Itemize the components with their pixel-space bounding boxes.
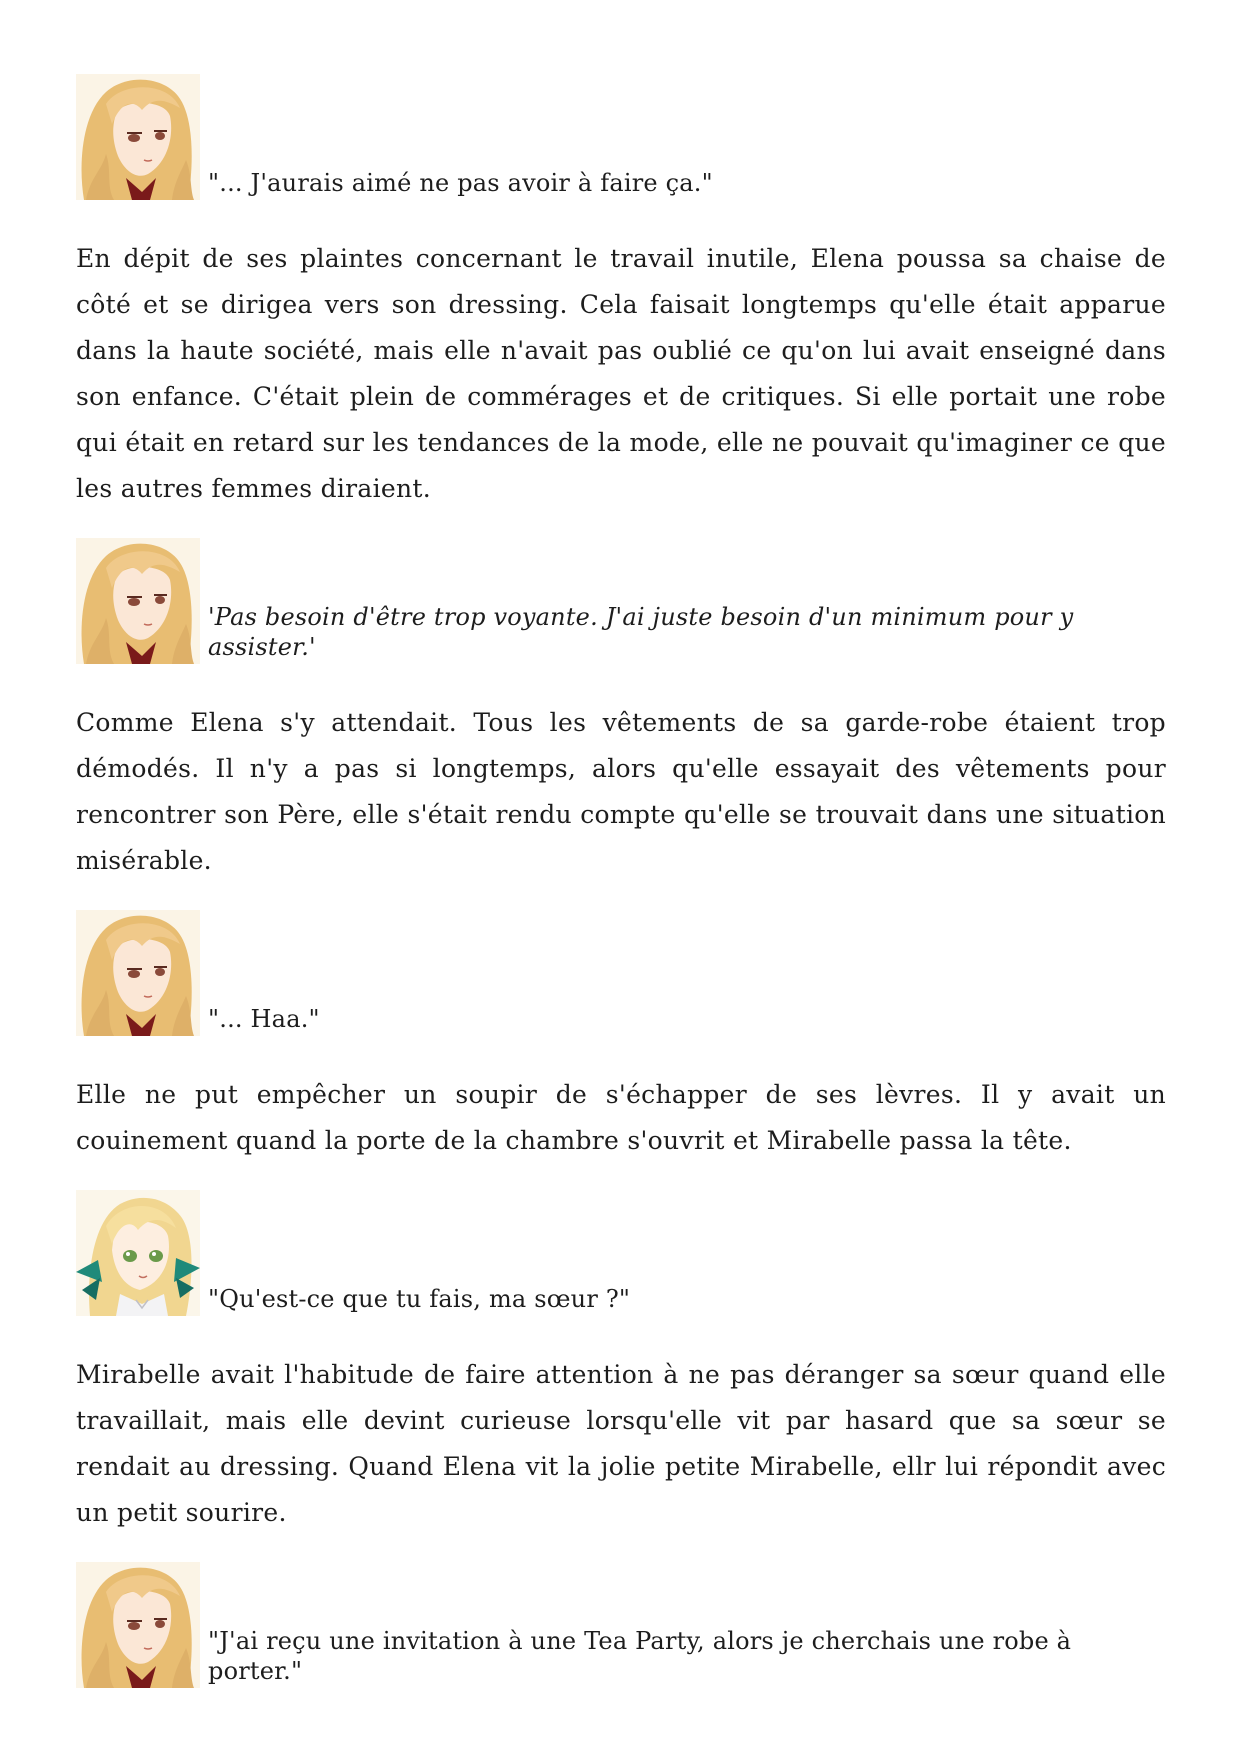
elena-portrait-icon xyxy=(76,538,200,664)
narration-paragraph: En dépit de ses plaintes concernant le travail inutile, Elena poussa sa chaise de côté et se dirigea vers son dressing. Cela faisait longtemps qu'elle était apparue dans la haute société, mais elle n'avait pas oublié ce qu'on lui avait enseigné dans son enfance. C'était plein de commérages et de critiques. Si elle portait une robe qui était en retard sur les tendances de la mode, elle ne pouvait qu'imaginer ce que les autres femmes diraient. xyxy=(76,244,1166,503)
narration-paragraph: Elle ne put empêcher un soupir de s'échapper de ses lèvres. Il y avait un couinement quand la porte de la chambre s'ouvrit et Mirabelle passa la tête. xyxy=(76,1080,1166,1155)
dialogue-line: "... Haa." xyxy=(208,1005,320,1033)
narration-paragraph: Mirabelle avait l'habitude de faire attention à ne pas déranger sa sœur quand elle travaillait, mais elle devint curieuse lorsqu'elle vit par hasard que sa sœur se rendait au dressing. Quand Elena vit la jolie petite Mirabelle, ellr lui répondit avec un petit sourire. xyxy=(76,1360,1166,1527)
dialogue-line: "Qu'est-ce que tu fais, ma sœur ?" xyxy=(208,1285,631,1313)
dialogue-mirabelle-1 xyxy=(76,1190,1166,1316)
dialogue-elena-1 xyxy=(76,74,1166,200)
dialogue-line: "... J'aurais aimé ne pas avoir à faire ça." xyxy=(208,169,713,197)
dialogue-line: "J'ai reçu une invitation à une Tea Party, alors je cherchais une robe à porter." xyxy=(208,1627,1072,1685)
elena-portrait-icon xyxy=(76,1562,200,1688)
narration-paragraph: Comme Elena s'y attendait. Tous les vêtements de sa garde-robe étaient trop démodés. Il n'y a pas si longtemps, alors qu'elle essayait des vêtements pour rencontrer son Père, elle s'était rendu compte qu'elle se trouvait dans une situation misérable. xyxy=(76,708,1166,875)
elena-portrait-icon xyxy=(76,74,200,200)
document-page xyxy=(76,74,1166,1688)
dialogue-line: 'Pas besoin d'être trop voyante. J'ai juste besoin d'un minimum pour y assister.' xyxy=(208,603,1074,661)
dialogue-elena-3 xyxy=(76,910,1166,1036)
dialogue-elena-2 xyxy=(76,538,1166,664)
elena-portrait-icon xyxy=(76,910,200,1036)
dialogue-elena-4 xyxy=(76,1562,1166,1688)
mirabelle-portrait-icon xyxy=(76,1190,200,1316)
